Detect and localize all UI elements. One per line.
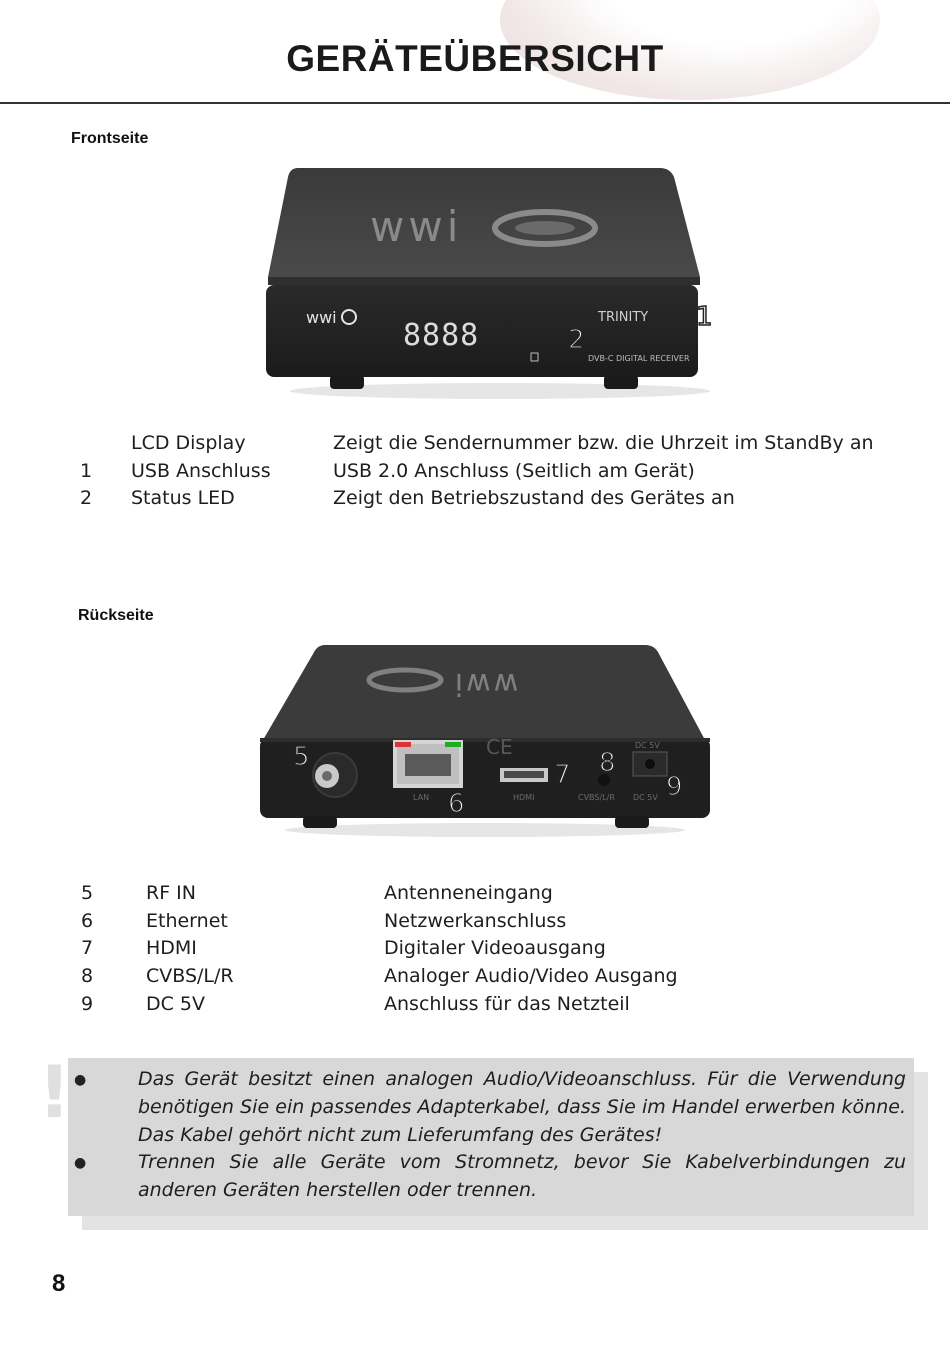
row-description: USB 2.0 Anschluss (Seitlich am Gerät) [333, 460, 695, 482]
svg-text:wwi: wwi [451, 666, 519, 701]
back-row-rf-in [0, 882, 950, 910]
callout-2 [568, 325, 585, 355]
note-item-power: Trennen Sie alle Geräte vom Stromnetz, bevor Sie Kabelverbindungen zu anderen Geräten herstellen oder trennen. [138, 1151, 906, 1201]
front-row-lcd [0, 432, 950, 460]
exclamation-icon: ! [38, 1050, 71, 1134]
row-number: 1 [80, 460, 93, 482]
dc-label: DC 5V [635, 741, 660, 750]
dc-label-bottom: DC 5V [633, 793, 658, 802]
row-name: Ethernet [146, 910, 228, 932]
svg-text:5: 5 [293, 742, 310, 772]
front-section-label: Frontseite [71, 130, 149, 147]
bullet-icon: ● [74, 1155, 87, 1171]
lan-label: LAN [413, 793, 430, 802]
row-description: Netzwerkanschluss [384, 910, 567, 932]
svg-text:CE: CE [486, 735, 513, 759]
row-number: 8 [81, 965, 94, 987]
row-number: 5 [81, 882, 94, 904]
row-number: 9 [81, 993, 94, 1015]
callout-5 [293, 742, 310, 772]
row-description: Zeigt den Betriebszustand des Gerätes an [333, 487, 735, 509]
lcd-display: 8888 [403, 318, 480, 353]
row-name: LCD Display [131, 432, 246, 454]
row-number: 6 [81, 910, 94, 932]
back-row-hdmi [0, 937, 950, 965]
row-number: 7 [81, 937, 94, 959]
top-brand-logo: wwi [370, 202, 463, 251]
row-name: RF IN [146, 882, 196, 904]
callout-1 [696, 302, 713, 332]
model-label: TRINITY [598, 310, 649, 325]
hdmi-label: HDMI [513, 793, 535, 802]
svg-text:2: 2 [568, 325, 585, 355]
receiver-label: DVB-C DIGITAL RECEIVER [588, 354, 690, 363]
back-row-ethernet [0, 910, 950, 938]
front-row-usb [0, 460, 950, 488]
back-row-cvbs [0, 965, 950, 993]
title-divider [0, 102, 950, 104]
row-name: Status LED [131, 487, 235, 509]
row-name: HDMI [146, 937, 197, 959]
callout-7 [554, 760, 571, 790]
row-name: DC 5V [146, 993, 206, 1015]
callout-9 [666, 772, 683, 802]
row-description: Analoger Audio/Video Ausgang [384, 965, 678, 987]
bullet-icon: ● [74, 1072, 87, 1088]
front-row-led [0, 487, 950, 515]
svg-text:7: 7 [554, 760, 571, 790]
front-device-image [260, 165, 740, 400]
row-description: Zeigt die Sendernummer bzw. die Uhrzeit im StandBy an [333, 432, 874, 454]
back-row-dc [0, 993, 950, 1021]
note-item-adapter: Das Gerät besitzt einen analogen Audio/Videoanschluss. Für die Verwendung benötigen Sie ein passendes Adapterkabel, dass Sie im Handel erwerben könne. Das Kabel gehört nicht zum Lieferumfang des Gerätes! [138, 1068, 906, 1146]
row-name: CVBS/L/R [146, 965, 234, 987]
svg-text:6: 6 [448, 789, 465, 819]
callout-6 [448, 789, 465, 819]
page-title: GERÄTEÜBERSICHT [286, 38, 664, 79]
row-description: Digitaler Videoausgang [384, 937, 606, 959]
back-device-image [255, 640, 715, 840]
svg-text:9: 9 [666, 772, 683, 802]
row-name: USB Anschluss [131, 460, 271, 482]
back-section-label: Rückseite [78, 607, 154, 624]
callout-8 [599, 748, 616, 778]
row-description: Antenneneingang [384, 882, 553, 904]
row-description: Anschluss für das Netzteil [384, 993, 630, 1015]
cvbs-label: CVBS/L/R [578, 793, 615, 802]
svg-text:8: 8 [599, 748, 616, 778]
row-number: 2 [80, 487, 93, 509]
front-brand-logo: wwi [306, 308, 337, 327]
svg-text:1: 1 [696, 302, 713, 332]
page-number: 8 [52, 1270, 66, 1297]
